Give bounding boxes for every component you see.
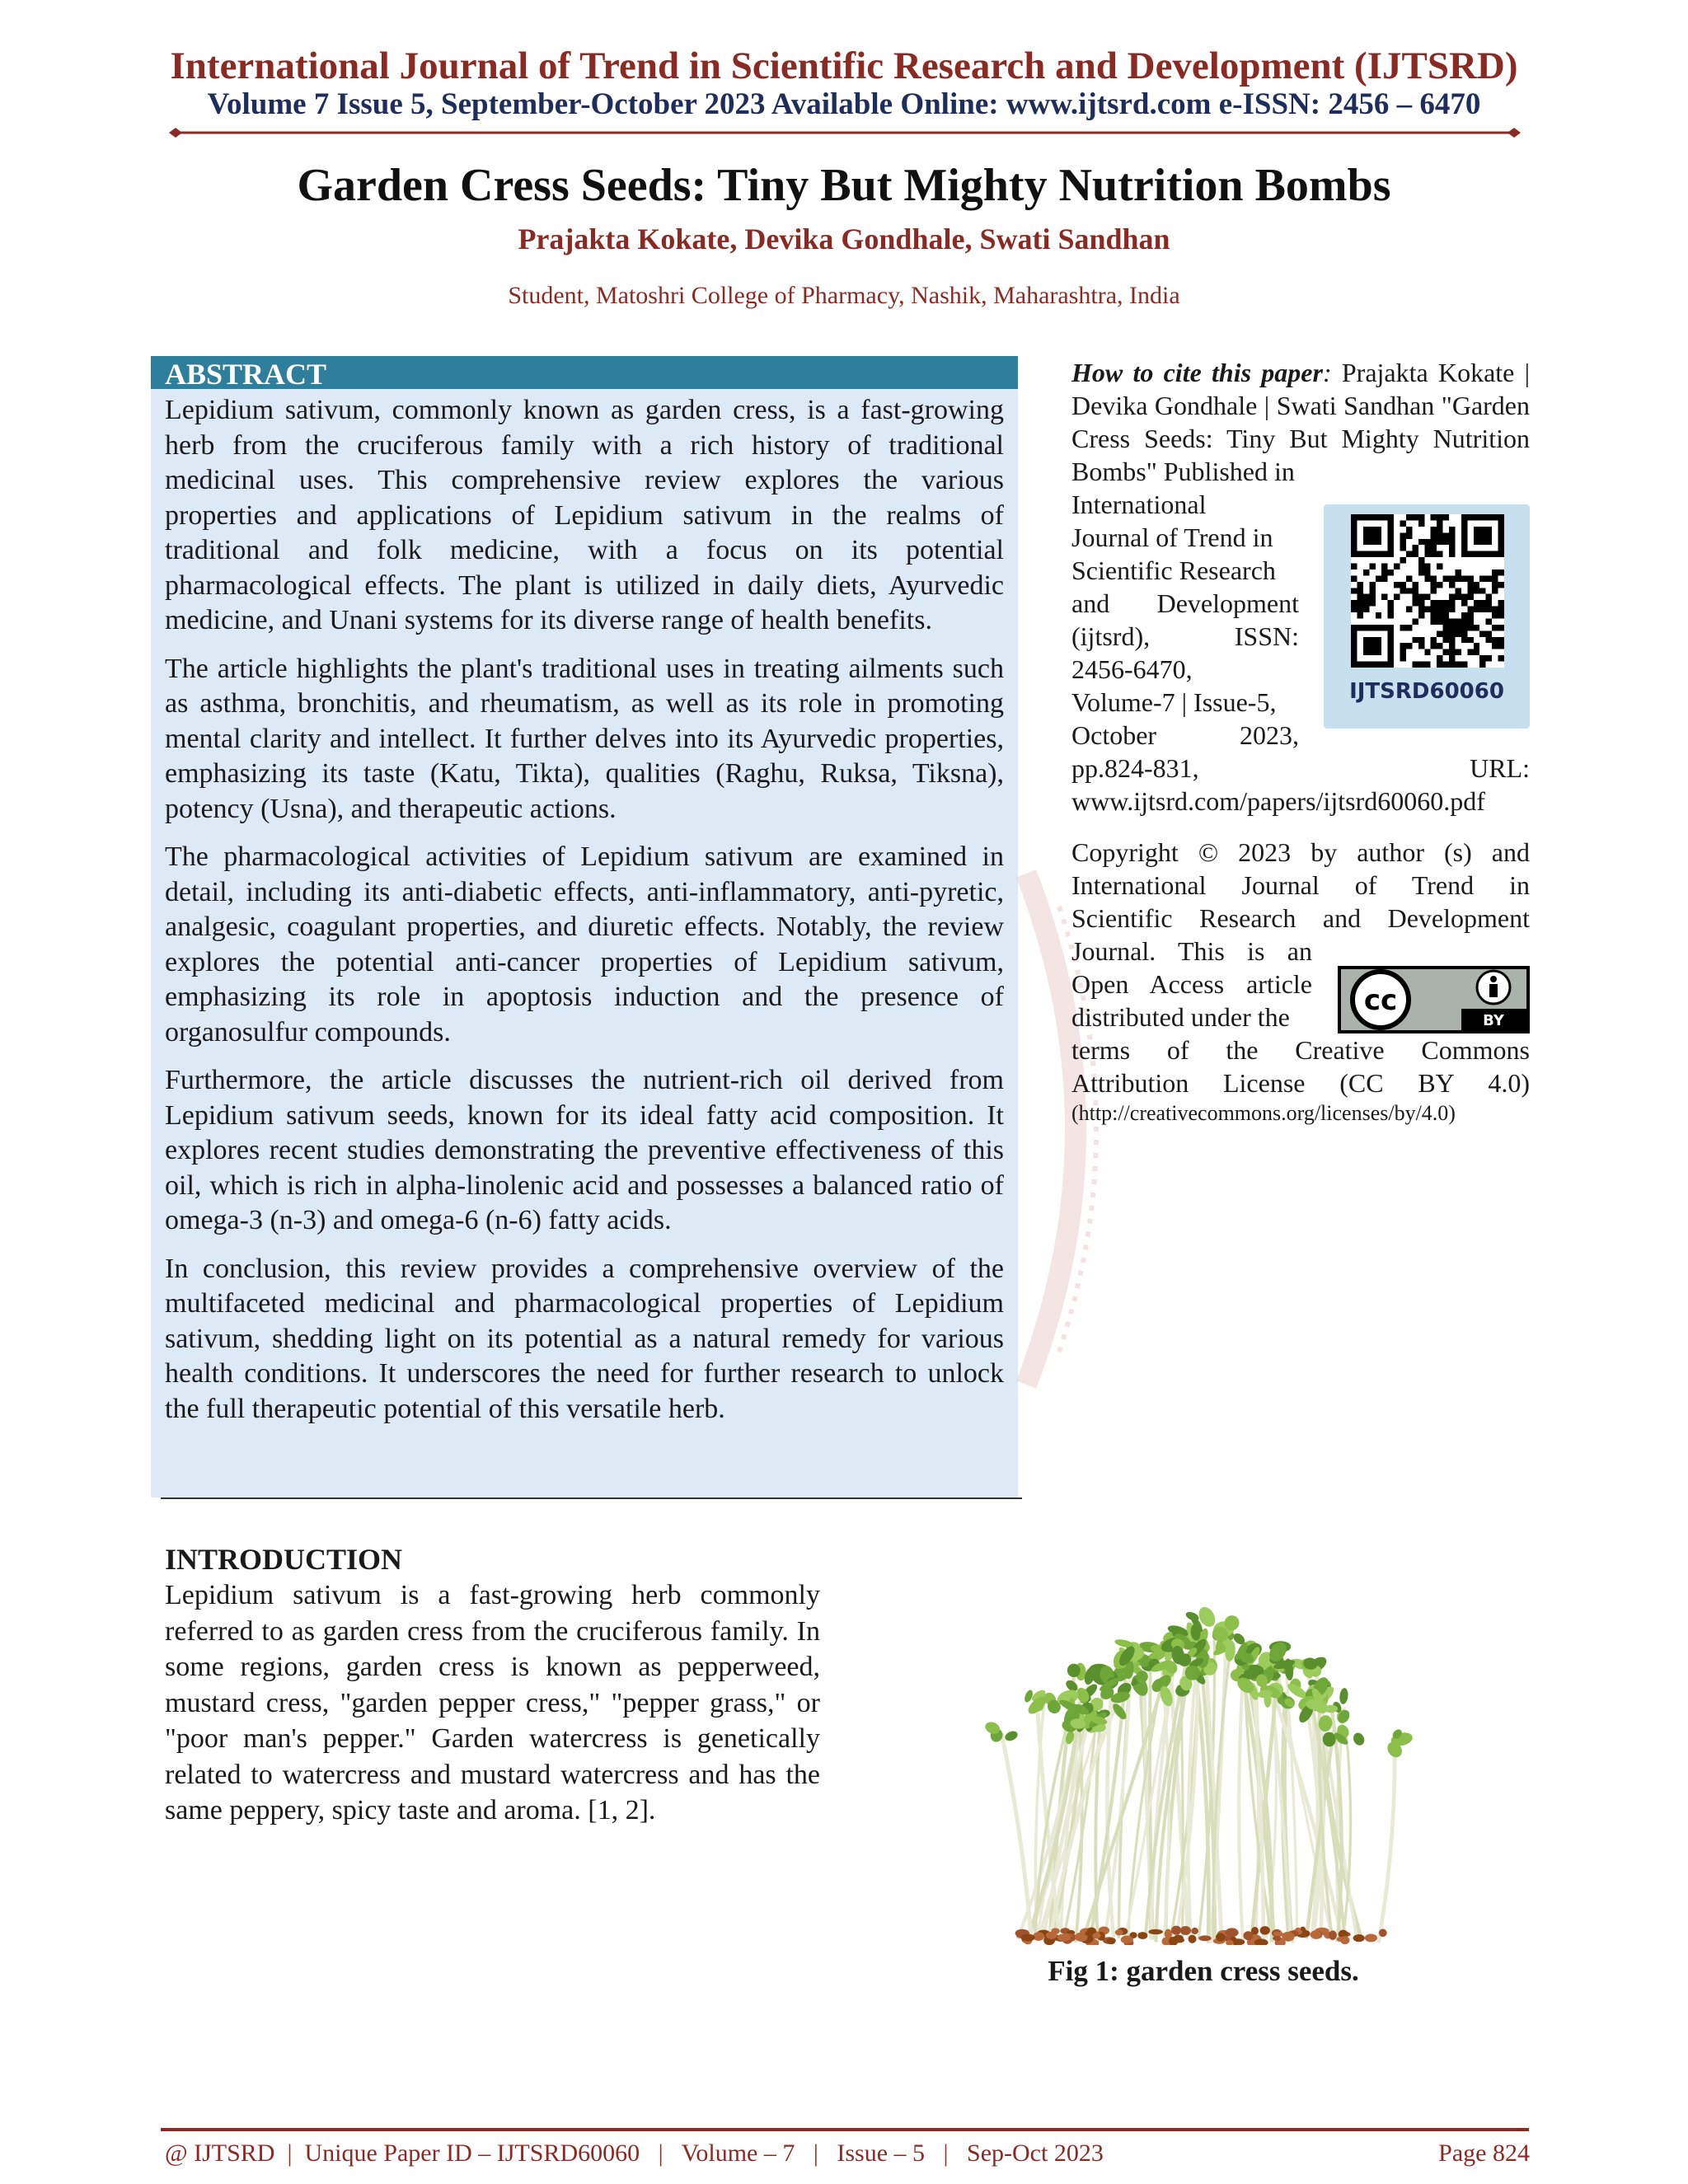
copyright-line: Open Access article [1071, 969, 1312, 999]
citation-url-label: URL: [1470, 753, 1530, 783]
figure-caption: Fig 1: garden cress seeds. [1048, 1955, 1359, 1987]
journal-volume-line: Volume 7 Issue 5, September-October 2023 Available Online: www.ijtsrd.com e-ISSN: 2456 – 6470 [207, 87, 1481, 121]
abstract-paragraph: The pharmacological activities of Lepidium sativum are examined in detail, including its anti-diabetic effects, anti-inflammatory, anti-pyretic, analgesic, coagulant properties, and diuretic effects. Notably, the review explores the potential anti-cancer properties of Lepidium sativum, emphasizing its role in apoptosis induction and the presence of organosulfur compounds. [165, 841, 1004, 1047]
copyright-line: terms of the Creative Commons [1071, 1035, 1530, 1065]
citation-line: Journal of Trend in [1071, 523, 1273, 552]
header-divider [169, 128, 1521, 138]
journal-title: International Journal of Trend in Scientific Research and Development (IJTSRD) [170, 45, 1518, 87]
footer-info: @ IJTSRD | Unique Paper ID – IJTSRD60060 | Volume – 7 | Issue – 5 | Sep-Oct 2023 [165, 2139, 1104, 2167]
paper-authors: Prajakta Kokate, Devika Gondhale, Swati Sandhan [518, 223, 1170, 255]
citation-line: October 2023, [1071, 720, 1299, 750]
abstract-divider [161, 1497, 1022, 1499]
citation-line: Scientific Research [1071, 555, 1276, 585]
citation-line: International [1071, 490, 1207, 519]
abstract-paragraph: Lepidium sativum, commonly known as garden cress, is a fast-growing herb from the cruciferous family with a rich history of traditional medicinal uses. This comprehensive review explores the various properties and applications of Lepidium sativum in the realms of traditional and folk medicine, with a focus on its potential pharmacological effects. The plant is utilized in daily diets, Ayurvedic medicine, and Unani systems for its diverse range of health benefits. [165, 395, 1004, 635]
citation-pages-line [1071, 752, 1530, 785]
abstract-paragraph: Furthermore, the article discusses the nutrient-rich oil derived from Lepidium sativum seeds, known for its ideal fatty acid composition. It explores recent studies demonstrating the preventive effectiveness of this oil, which is rich in alpha-linolenic acid and possesses a balanced ratio of omega-3 (n-3) and omega-6 (n-6) fatty acids. [165, 1065, 1004, 1235]
qr-code-icon [1351, 514, 1504, 668]
cc-by-label: BY [1483, 1012, 1504, 1029]
qr-code-panel [1324, 504, 1530, 729]
page-number: Page 824 [1438, 2139, 1530, 2167]
footer-divider [161, 2126, 1529, 2133]
citation-line: and Development [1071, 588, 1299, 618]
introduction-text: Lepidium sativum is a fast-growing herb commonly referred to as garden cress from the cruciferous family. In some regions, garden cress is known as pepperweed, mustard cress, "garden pepper cress," "pepper grass," or "poor man's pepper." Garden watercress is genetically related to watercress and mustard watercress and has the same peppery, spicy taste and aroma. [1, 2]. [165, 1580, 820, 1825]
cc-by-license-icon[interactable] [1338, 966, 1530, 1033]
paper-title: Garden Cress Seeds: Tiny But Mighty Nutrition Bombs [297, 160, 1391, 211]
citation-text: Prajakta Kokate | Devika Gondhale | Swati Sandhan "Garden Cress Seeds: Tiny But Mighty Nutrition Bombs" Published in [1071, 358, 1531, 486]
citation-line: Volume-7 | Issue-5, [1071, 687, 1277, 717]
cc-symbol: cc [1363, 984, 1398, 1017]
author-affiliation: Student, Matoshri College of Pharmacy, Nashik, Maharashtra, India [508, 282, 1180, 309]
abstract-paragraph: The article highlights the plant's traditional uses in treating ailments such as asthma, bronchitis, and rheumatism, as well as its role in promoting mental clarity and intellect. It further delves into its Ayurvedic properties, emphasizing its taste (Katu, Tikta), qualities (Raghu, Ruksa, Tiksna), potency (Usna), and therapeutic actions. [165, 653, 1004, 824]
abstract-body [165, 393, 1004, 1440]
abstract-paragraph: In conclusion, this review provides a comprehensive overview of the multifaceted medicinal and pharmacological properties of Lepidium sativum, shedding light on its potential as a natural remedy for various health conditions. It underscores the need for further research to unlock the full therapeutic potential of this versatile herb. [165, 1253, 1004, 1424]
garden-cress-photo [915, 1582, 1492, 1945]
copyright-line: International Journal of Trend in [1071, 870, 1530, 900]
citation-label: How to cite this paper [1071, 358, 1323, 387]
citation-line: (ijtsrd), ISSN: [1071, 621, 1299, 651]
copyright-line: Journal. This is an [1071, 936, 1312, 966]
copyright-line: Copyright © 2023 by author (s) and [1071, 837, 1530, 867]
license-url-link[interactable]: (http://creativecommons.org/licenses/by/4.0) [1071, 1101, 1456, 1125]
abstract-heading: ABSTRACT [151, 356, 1018, 389]
abstract-section [151, 356, 1018, 1497]
citation-url-link[interactable]: www.ijtsrd.com/papers/ijtsrd60060.pdf [1071, 786, 1485, 816]
citation-pages: pp.824-831, [1071, 753, 1199, 783]
qr-paper-id: IJTSRD60060 [1349, 679, 1504, 704]
copyright-line: distributed under the [1071, 1002, 1290, 1032]
citation-intro: How to cite this paper: Prajakta Kokate | Devika Gondhale | Swati Sandhan "Garden Cress Seeds: Tiny But Mighty Nutrition Bombs" Published in [1071, 358, 1531, 486]
introduction-heading: INTRODUCTION [165, 1543, 403, 1576]
copyright-line: Scientific Research and Development [1071, 903, 1530, 933]
citation-details [1071, 488, 1299, 752]
copyright-line: Attribution License (CC BY 4.0) [1071, 1068, 1530, 1098]
citation-line: 2456-6470, [1071, 654, 1193, 684]
